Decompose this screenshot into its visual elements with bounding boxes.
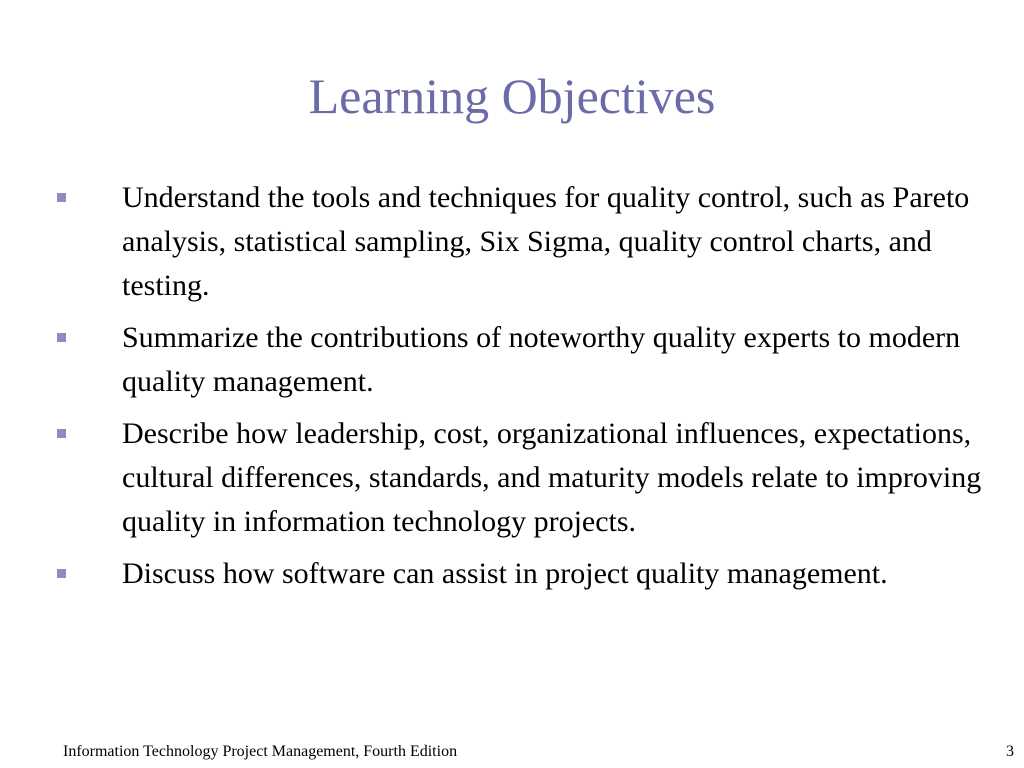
- square-bullet-icon: [57, 569, 66, 578]
- footer-text: Information Technology Project Management, Fourth Edition: [63, 743, 458, 760]
- list-item: [0, 316, 982, 404]
- square-bullet-icon: [57, 429, 66, 438]
- square-bullet-icon: [57, 193, 66, 202]
- bullet-text: Describe how leadership, cost, organizational influences, expectations, cultural differences, standards, and maturity models relate to improving quality in information technology projects.: [122, 417, 982, 538]
- list-item: [0, 176, 982, 308]
- square-bullet-icon: [57, 333, 66, 342]
- page-number: 3: [1006, 743, 1014, 760]
- bullet-text: Discuss how software can assist in project quality management.: [122, 557, 888, 590]
- list-item: [0, 552, 982, 596]
- slide-title: Learning Objectives: [308, 68, 716, 124]
- bullet-text: Summarize the contributions of noteworthy quality experts to modern quality management.: [122, 321, 961, 398]
- objectives-list: [0, 176, 1024, 604]
- bullet-text: Understand the tools and techniques for quality control, such as Pareto analysis, statistical sampling, Six Sigma, quality control charts, and testing.: [122, 181, 970, 302]
- list-item: [0, 412, 982, 544]
